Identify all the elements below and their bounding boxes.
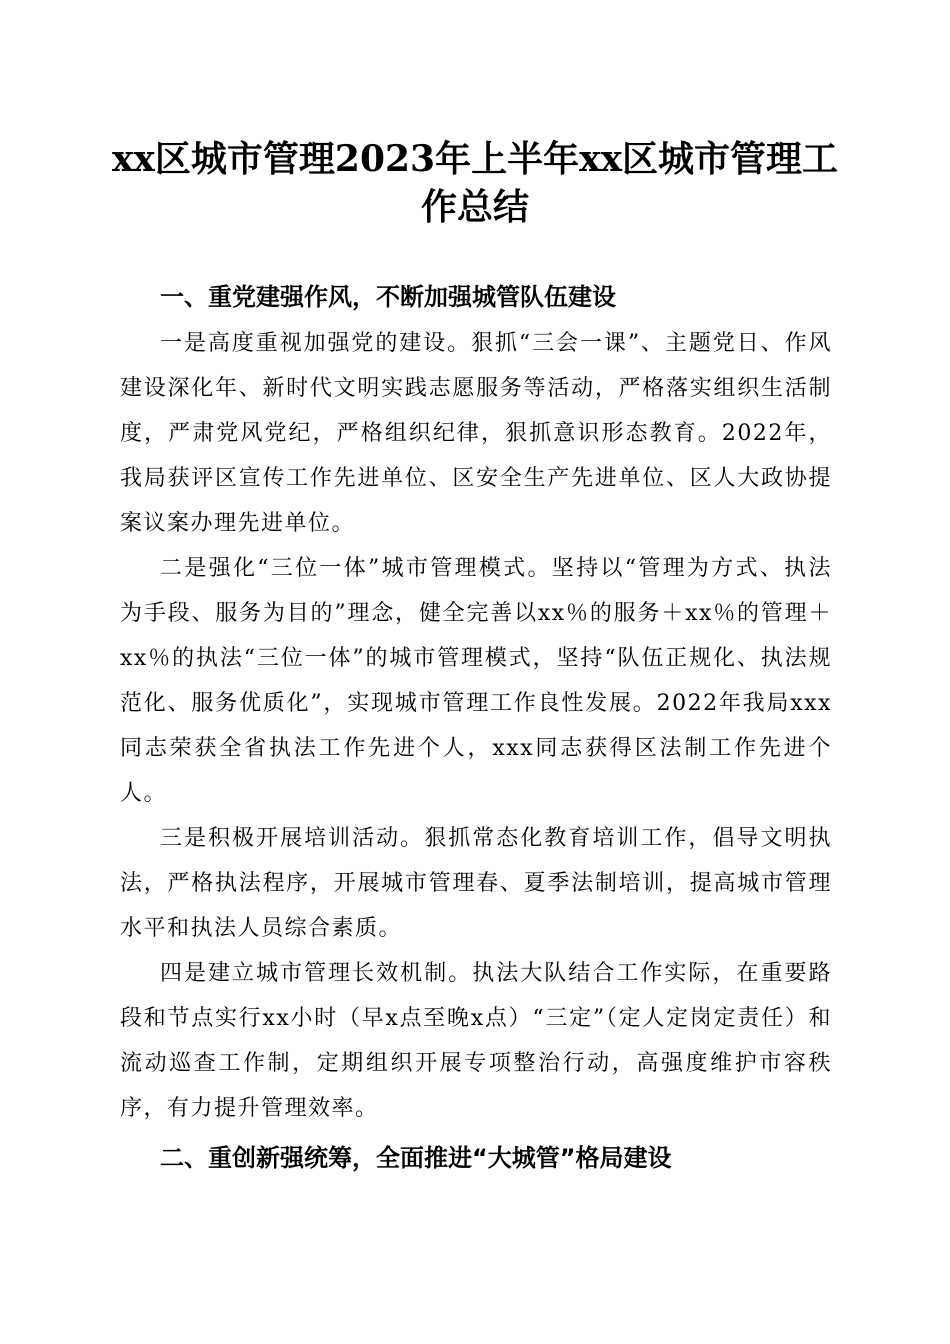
paragraph-2: 二是强化“三位一体”城市管理模式。坚持以“管理为方式、执法为手段、服务为目的”理念，健全完善以xx％的服务＋xx％的管理＋xx％的执法“三位一体”的城市管理模式，坚持“队伍正规化、执法规范化、服务优质化”，实现城市管理工作良性发展。2022年我局xxx同志荣获全省执法工作先进个人，xxx同志获得区法制工作先进个人。	[120, 556, 832, 806]
paragraph-4: 四是建立城市管理长效机制。执法大队结合工作实际，在重要路段和节点实行xx小时（早x点至晚x点）“三定”（定人定岗定责任）和流动巡查工作制，定期组织开展专项整治行动，高强度维护市容秩序，有力提升管理效率。	[120, 961, 832, 1121]
section-heading-1: 一、重党建强作风，不断加强城管队伍建设	[160, 283, 616, 311]
paragraph-1: 一是高度重视加强党的建设。狠抓“三会一课”、主题党日、作风建设深化年、新时代文明实践志愿服务等活动，严格落实组织生活制度，严肃党风党纪，严格组织纪律，狠抓意识形态教育。2022年，我局获评区宣传工作先进单位、区安全生产先进单位、区人大政协提案议案办理先进单位。	[120, 331, 832, 536]
document-body	[120, 274, 832, 1182]
section-heading-2: 二、重创新强统筹，全面推进“大城管”格局建设	[160, 1144, 672, 1172]
paragraph-3: 三是积极开展培训活动。狠抓常态化教育培训工作，倡导文明执法，严格执法程序，开展城市管理春、夏季法制培训，提高城市管理水平和执法人员综合素质。	[120, 826, 832, 941]
document-title: xx区城市管理2023年上半年xx区城市管理工作总结	[111, 138, 839, 228]
